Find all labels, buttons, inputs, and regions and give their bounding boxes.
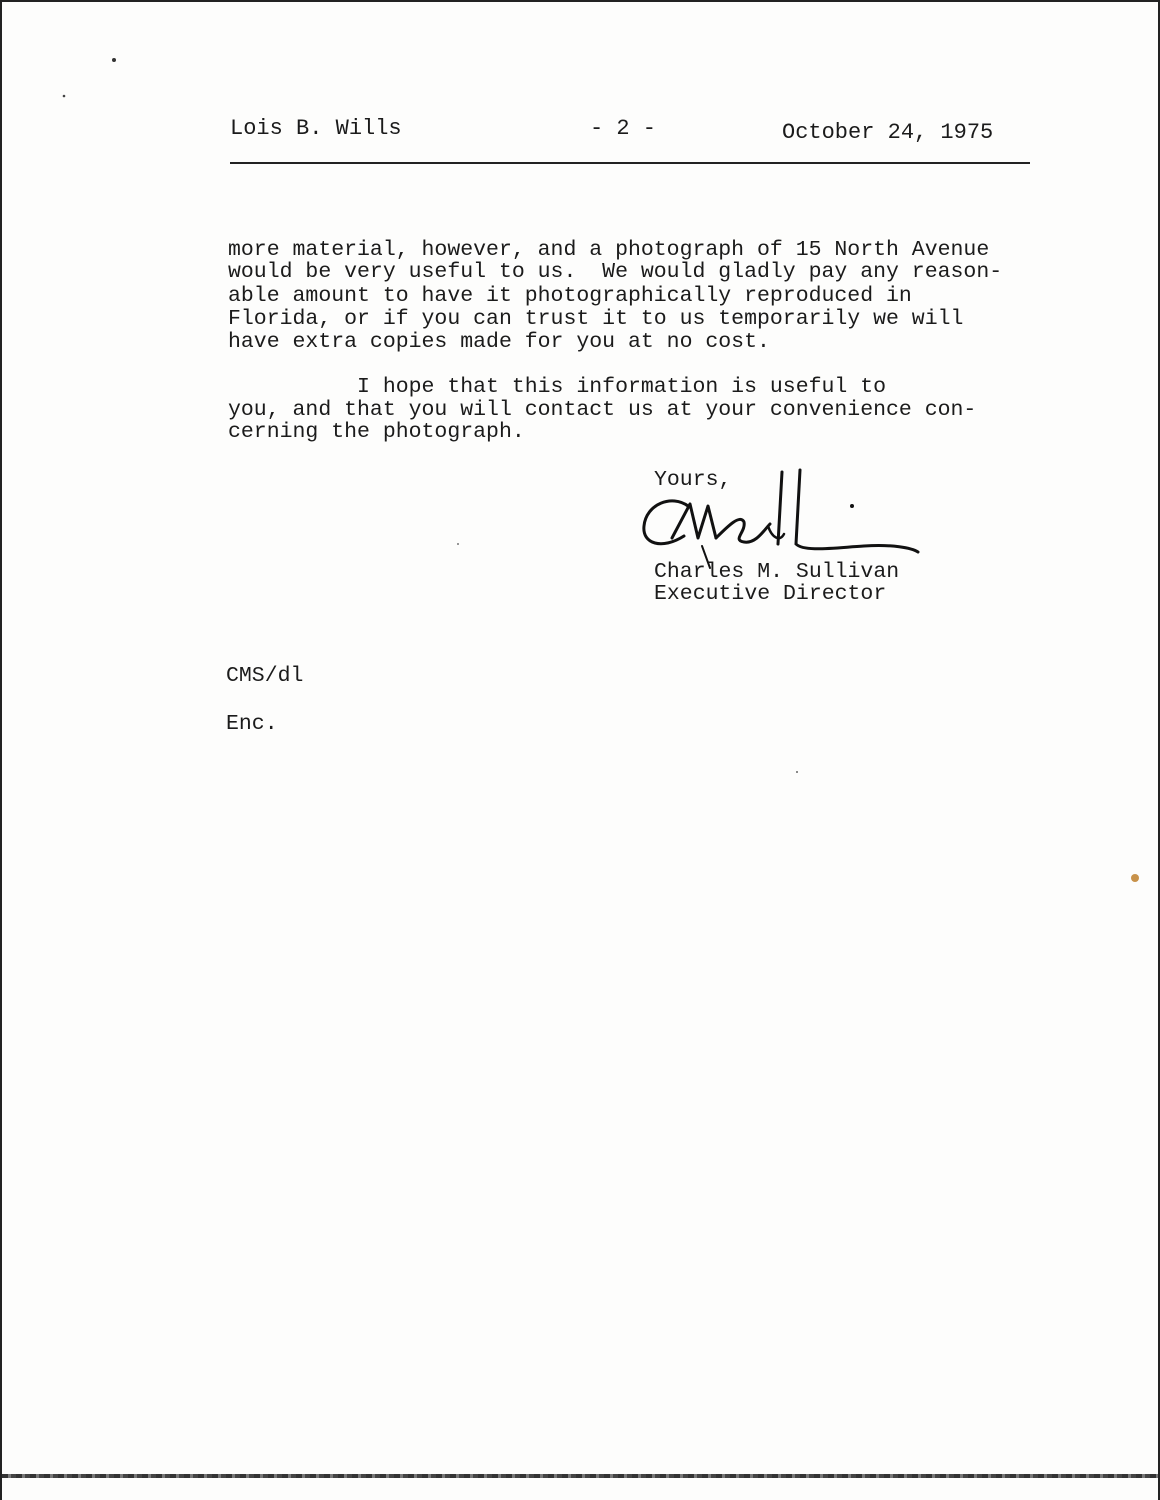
enclosure-notation: Enc. <box>226 712 278 736</box>
typist-initials: CMS/dl <box>226 664 304 688</box>
body-line: able amount to have it photographically reproduced in <box>228 284 912 308</box>
body-line: cerning the photograph. <box>228 420 525 444</box>
signer-title: Executive Director <box>654 582 887 606</box>
body-line: more material, however, and a photograph of 15 North Avenue <box>228 238 990 262</box>
body-line: Florida, or if you can trust it to us temporarily we will <box>228 307 964 331</box>
header-page-number: - 2 - <box>590 116 657 141</box>
body-line: I hope that this information is useful to <box>228 375 887 399</box>
paper-specks <box>2 2 1160 1500</box>
handwritten-signature <box>632 464 922 574</box>
signer-name: Charles M. Sullivan <box>654 560 900 584</box>
body-line: have extra copies made for you at no cost. <box>228 330 770 354</box>
header-date: October 24, 1975 <box>782 120 994 145</box>
letter-header <box>230 116 1030 148</box>
header-recipient: Lois B. Wills <box>230 116 402 141</box>
body-line: you, and that you will contact us at your convenience con- <box>228 398 977 422</box>
header-rule <box>230 162 1030 164</box>
body-line: would be very useful to us. We would gladly pay any reason- <box>228 260 1003 284</box>
page-bottom-edge <box>2 1474 1158 1478</box>
closing-salutation: Yours, <box>654 468 732 492</box>
